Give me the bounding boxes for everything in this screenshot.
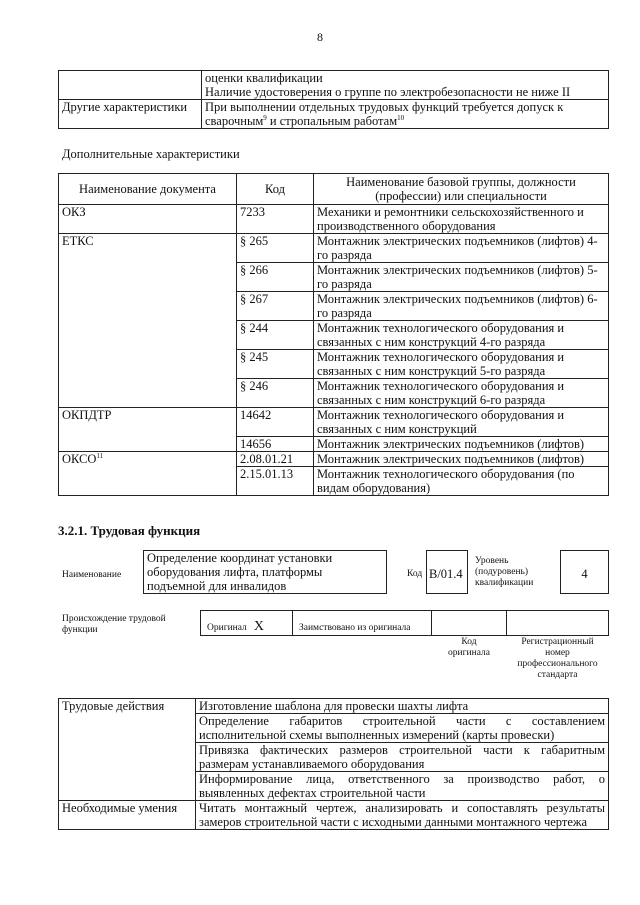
table-row xyxy=(59,699,609,714)
cell-code: § 246 xyxy=(237,379,314,408)
text-line: замеров строительной части с исходными данными монтажного чертежа xyxy=(199,815,588,829)
cell-doc: ЕТКС xyxy=(59,234,237,408)
text-part: и стропальным работам xyxy=(266,114,398,128)
header-code: Код xyxy=(237,174,314,205)
text-part: сварочным xyxy=(205,114,264,128)
table-row xyxy=(59,100,609,129)
text-line: Информирование лица, ответственного за производство работ, о xyxy=(199,772,605,786)
table-row xyxy=(59,452,609,467)
cell-doc: ОКЗ xyxy=(59,205,237,234)
cell-name: Монтажник электрических подъемников (лифтов) 5-го разряда xyxy=(314,263,609,292)
footnote-ref: 10 xyxy=(397,113,405,122)
level-value: 4 xyxy=(581,567,588,581)
cell-name: Монтажник электрических подъемников (лифтов) xyxy=(314,452,609,467)
table-header-row xyxy=(59,174,609,205)
table-cell-label xyxy=(59,71,202,100)
original-mark: X xyxy=(253,619,264,634)
borrowed-label: Заимствовано из оригинала xyxy=(299,623,411,633)
name-label: Наименование xyxy=(62,570,122,580)
text-line: Привязка фактических размеров строительной части к габаритным xyxy=(199,743,605,757)
skill-item xyxy=(196,801,609,830)
cell-name: Монтажник технологического оборудования (по видам оборудования) xyxy=(314,467,609,496)
header-name: Наименование базовой группы, должности (профессии) или специальности xyxy=(314,174,609,205)
cell-name: Монтажник технологического оборудования и связанных с ним конструкций xyxy=(314,408,609,437)
table-row xyxy=(59,234,609,263)
text-line: Читать монтажный чертеж, анализировать и сопоставлять результаты xyxy=(199,801,605,815)
cell-code: § 245 xyxy=(237,350,314,379)
text-line: Определение координат установки xyxy=(147,551,333,565)
text-line: Изготовление шаблона для провески шахты лифта xyxy=(199,699,469,713)
text-line: подъемной для инвалидов xyxy=(147,579,287,593)
doc-name: ОКСО xyxy=(62,452,97,466)
additional-characteristics-table xyxy=(58,173,609,496)
cell-code: 2.15.01.13 xyxy=(237,467,314,496)
top-characteristics-table xyxy=(58,70,609,129)
cell-code: 14656 xyxy=(237,437,314,452)
cell-code: § 266 xyxy=(237,263,314,292)
text-line: (подуровень) xyxy=(475,567,529,577)
text-line: Уровень xyxy=(475,556,509,566)
text-line: Регистрационный xyxy=(521,637,594,647)
text-line: профессионального xyxy=(517,659,598,669)
table-row xyxy=(59,205,609,234)
reg-number-box xyxy=(506,610,609,636)
additional-title: Дополнительные характеристики xyxy=(62,147,240,161)
labor-action-item xyxy=(196,743,609,772)
text-line: исполнительной схемы выполненных измерений (карты провески) xyxy=(199,728,555,742)
code-value-box xyxy=(426,550,468,594)
table-row xyxy=(59,801,609,830)
section-heading: 3.2.1. Трудовая функция xyxy=(58,523,201,538)
text-line xyxy=(205,114,605,128)
labor-action-item xyxy=(196,714,609,743)
cell-name: Монтажник технологического оборудования и связанных с ним конструкций 6-го разряда xyxy=(314,379,609,408)
cell-code: 7233 xyxy=(237,205,314,234)
header-doc: Наименование документа xyxy=(59,174,237,205)
original-code-box xyxy=(431,610,507,636)
text-line: Код xyxy=(461,637,477,647)
cell-name: Монтажник электрических подъемников (лифтов) xyxy=(314,437,609,452)
table-cell-value xyxy=(202,71,609,100)
text-line: Наличие удостоверения о группе по электробезопасности не ниже II xyxy=(205,85,571,99)
cell-name: Монтажник технологического оборудования и связанных с ним конструкций 4-го разряда xyxy=(314,321,609,350)
cell-code: § 267 xyxy=(237,292,314,321)
cell-code: § 265 xyxy=(237,234,314,263)
cell-name: Монтажник электрических подъемников (лифтов) 6-го разряда xyxy=(314,292,609,321)
cell-name: Механики и ремонтники сельскохозяйственного и производственного оборудования xyxy=(314,205,609,234)
table-row xyxy=(59,408,609,437)
cell-code: 14642 xyxy=(237,408,314,437)
page-number: 8 xyxy=(317,30,323,44)
skills-label: Необходимые умения xyxy=(59,801,196,830)
cell-name: Монтажник технологического оборудования и связанных с ним конструкций 5-го разряда xyxy=(314,350,609,379)
cell-name: Монтажник электрических подъемников (лифтов) 4-го разряда xyxy=(314,234,609,263)
text-line: выявленных дефектах строительной части xyxy=(199,786,426,800)
text-line: Происхождение трудовой xyxy=(62,614,166,624)
text-line: размерам устанавливаемого оборудования xyxy=(199,757,425,771)
original-label: Оригинал xyxy=(207,623,247,633)
labor-actions-table xyxy=(58,698,609,830)
cell-code: § 244 xyxy=(237,321,314,350)
text-line: Определение габаритов строительной части с составлением xyxy=(199,714,605,728)
text-line: номер xyxy=(545,648,570,658)
table-cell-value xyxy=(202,100,609,129)
labor-action-item xyxy=(196,699,609,714)
code-value: B/01.4 xyxy=(429,567,463,581)
labor-action-item xyxy=(196,772,609,801)
reg-number-caption xyxy=(506,637,609,681)
table-cell-label: Другие характеристики xyxy=(59,100,202,129)
text-line: функции xyxy=(62,625,98,635)
original-box xyxy=(200,610,293,636)
labor-actions-label: Трудовые действия xyxy=(59,699,196,801)
level-value-box xyxy=(560,550,609,594)
footnote-ref: 11 xyxy=(96,451,104,460)
table-row xyxy=(59,71,609,100)
level-label xyxy=(475,556,533,589)
text-line: оборудования лифта, платформы xyxy=(147,565,323,579)
function-name-box xyxy=(143,550,387,594)
text-line: оригинала xyxy=(448,648,490,658)
cell-code: 2.08.01.21 xyxy=(237,452,314,467)
cell-doc: ОКПДТР xyxy=(59,408,237,452)
code-original-caption xyxy=(431,637,507,659)
text-line: оценки квалификации xyxy=(205,71,323,85)
code-label: Код xyxy=(407,569,423,579)
text-line: стандарта xyxy=(537,670,578,680)
footnote-ref: 9 xyxy=(263,113,267,122)
borrowed-box xyxy=(292,610,432,636)
text-line: квалификации xyxy=(475,578,534,588)
text-line: При выполнении отдельных трудовых функций требуется допуск к xyxy=(205,100,564,114)
cell-doc xyxy=(59,452,237,496)
origin-label xyxy=(62,614,166,636)
